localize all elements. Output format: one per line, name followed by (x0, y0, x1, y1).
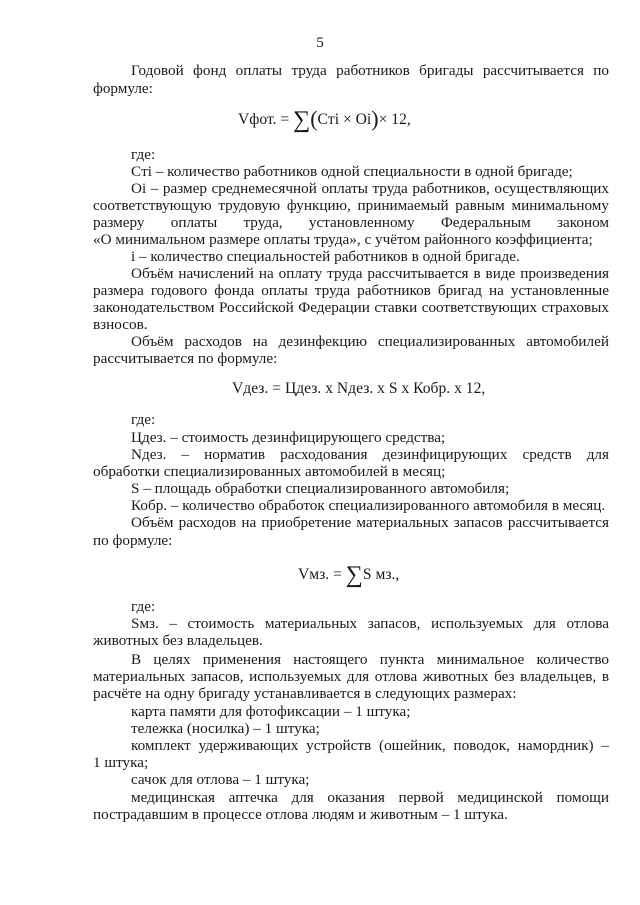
formula-wage-fund (238, 106, 498, 133)
definition-line: Sмз. – стоимость материальных запасов, используемых для отлова (131, 615, 609, 632)
list-item: сачок для отлова – 1 штука; (131, 771, 310, 788)
paragraph-line: Годовой фонд оплаты труда работников бригады рассчитывается по (131, 62, 609, 79)
definition-line: «О минимальном размере оплаты труда», с учётом районного коэффициента; (93, 231, 593, 248)
definition-line: соответствующую трудовую функцию, принимаемый равным минимальному (93, 197, 609, 214)
definition-line: Cтi – количество работников одной специальности в одной бригаде; (131, 163, 573, 180)
paragraph-line: размера годового фонда оплаты труда работников бригад на установленные (93, 282, 609, 299)
list-item: комплект удерживающих устройств (ошейник, поводок, намордник) – (131, 737, 609, 754)
definition-line: размеру оплаты труда, установленному Федеральным законом (93, 214, 609, 231)
paragraph-line: формуле: (93, 80, 153, 97)
paragraph-line: рассчитывается по формуле: (93, 350, 278, 367)
page-number: 5 (316, 34, 324, 51)
paragraph-line: по формуле: (93, 532, 173, 549)
definition-line: S – площадь обработки специализированного автомобиля; (131, 480, 510, 497)
definition-line: Кобр. – количество обработок специализированного автомобиля в месяц. (131, 497, 606, 514)
definition-line: Oi – размер среднемесячной оплаты труда работников, осуществляющих (131, 180, 609, 197)
where-label: где: (131, 598, 156, 615)
formula-disinfection: Vдез. = Цдез. x Nдез. x S x Кобр. x 12, (232, 380, 486, 397)
list-item: пострадавшим в процессе отлова людям и животным – 1 штука. (93, 806, 508, 823)
paragraph-line: В целях применения настоящего пункта минимальное количество (131, 651, 609, 668)
list-item: медицинская аптечка для оказания первой медицинской помощи (131, 789, 609, 806)
where-label: где: (131, 411, 156, 428)
list-item: 1 штука; (93, 754, 149, 771)
formula-materials (298, 562, 498, 588)
paragraph-line: Объём расходов на приобретение материальных запасов рассчитывается (131, 514, 609, 531)
formula-rhs: S мз., (362, 566, 400, 583)
formula-lhs: Vмз. = (298, 566, 346, 583)
paragraph-line: материальных запасов, используемых для отлова животных без владельцев, в (93, 668, 609, 685)
paragraph-line: Объём начислений на оплату труда рассчитывается в виде произведения (131, 265, 609, 282)
list-item: тележка (носилка) – 1 штука; (131, 720, 320, 737)
formula-rhs: × 12, (378, 111, 411, 128)
sum-symbol: ∑ (293, 107, 311, 133)
definition-line: обработки специализированных автомобилей в месяц; (93, 463, 446, 480)
sum-symbol: ∑ (345, 562, 363, 588)
definition-line: Nдез. – норматив расходования дезинфицирующих средств для (131, 446, 609, 463)
paren-open: ( (310, 106, 318, 131)
formula-lhs: Vфот. = (238, 111, 294, 128)
where-label: где: (131, 146, 156, 163)
definition-line: Цдез. – стоимость дезинфицирующего средства; (131, 429, 446, 446)
paren-close: ) (371, 106, 379, 131)
list-item: карта памяти для фотофиксации – 1 штука; (131, 703, 411, 720)
paragraph-line: взносов. (93, 316, 148, 333)
definition-line: i – количество специальностей работников в одной бригаде. (131, 248, 520, 265)
paragraph-line: расчёте на одну бригаду устанавливается в следующих размерах: (93, 685, 517, 702)
paragraph-line: законодательством Российской Федерации ставки соответствующих страховых (93, 299, 609, 316)
formula-inner: Cтi × Oi (317, 111, 372, 128)
paragraph-line: Объём расходов на дезинфекцию специализированных автомобилей (131, 333, 609, 350)
definition-line: животных без владельцев. (93, 632, 263, 649)
